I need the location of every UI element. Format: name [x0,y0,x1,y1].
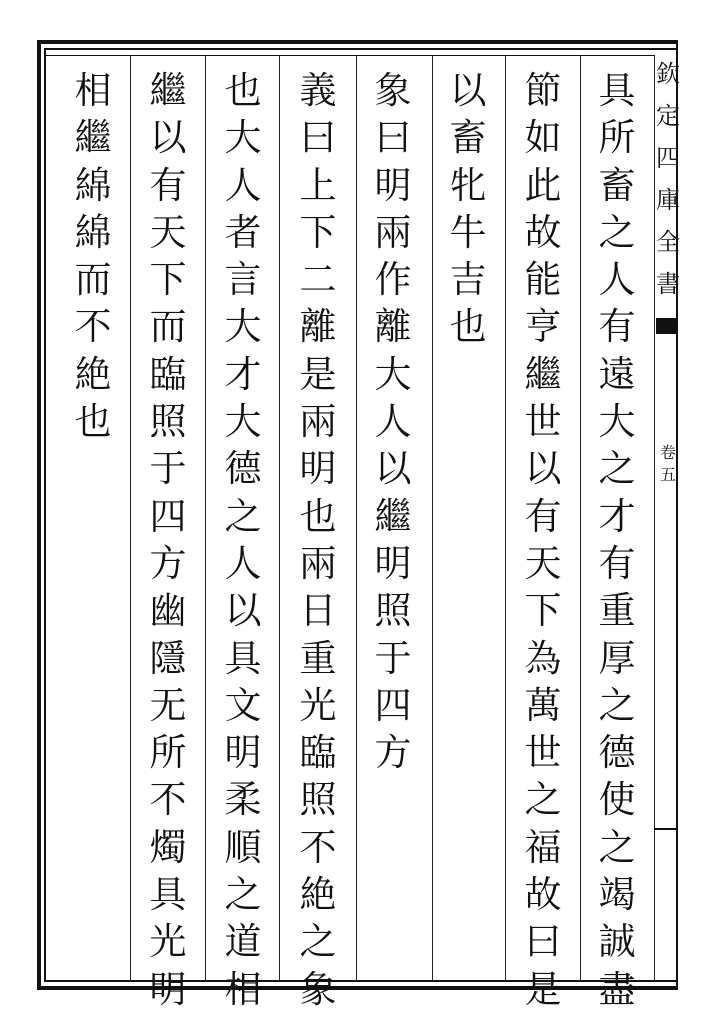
text-char: 有 [598,541,636,585]
text-char: 重 [299,636,337,680]
text-column [443,69,493,356]
text-char: 道 [224,920,262,964]
column-rule [205,55,206,980]
text-char: 以 [524,447,562,491]
text-char: 以 [449,69,487,112]
text-char: 絶 [299,873,337,917]
text-char: 繼 [374,494,412,538]
text-char: 竭 [598,873,636,917]
text-char: 曰 [299,116,337,160]
text-char: 照 [299,778,337,822]
text-char: 綿 [74,210,112,254]
text-char: 之 [224,494,262,538]
column-rule [356,55,357,980]
text-char: 絶 [74,352,112,396]
margin-rule [654,828,678,830]
text-char: 人 [224,163,262,207]
text-char: 萬 [524,683,562,727]
edition-title-char: 庫 [656,186,680,214]
text-char: 如 [524,116,562,160]
text-char: 繼 [74,116,112,160]
text-char: 相 [74,69,112,112]
column-rule [505,55,506,980]
text-char: 作 [374,258,412,302]
juan-label [657,444,679,488]
text-char: 也 [74,400,112,444]
text-char: 而 [149,305,187,349]
text-char: 明 [299,447,337,491]
text-char: 而 [74,258,112,302]
column-rule [580,55,581,980]
text-char: 遠 [598,352,636,396]
text-char: 大 [224,400,262,444]
text-char: 才 [598,494,636,538]
text-char: 所 [149,731,187,775]
juan-char: 五 [659,465,676,484]
text-char: 有 [524,494,562,538]
column-rule [130,55,131,980]
text-char: 之 [598,447,636,491]
text-char: 人 [374,400,412,444]
text-char: 燭 [149,825,187,869]
text-char: 也 [449,305,487,349]
text-char: 上 [299,163,337,207]
text-char: 四 [149,494,187,538]
text-char: 所 [598,116,636,160]
column-rule [654,55,655,980]
text-char: 明 [149,967,187,1011]
juan-char: 卷 [659,443,676,462]
text-char: 離 [299,305,337,349]
top-rule [44,55,654,56]
text-char: 德 [598,731,636,775]
text-char: 以 [224,589,262,633]
edition-title-char: 書 [656,270,680,298]
text-char: 人 [224,541,262,585]
text-char: 德 [224,447,262,491]
text-char: 日 [299,589,337,633]
text-char: 故 [524,873,562,917]
text-char: 離 [374,305,412,349]
text-char: 明 [374,541,412,585]
text-char: 曰 [374,116,412,160]
text-char: 使 [598,778,636,822]
text-column [143,69,193,1018]
text-char: 幽 [149,589,187,633]
text-char: 畜 [449,116,487,160]
text-char: 不 [299,825,337,869]
text-column [293,69,343,1018]
text-char: 故 [524,210,562,254]
text-char: 誠 [598,920,636,964]
text-char: 此 [524,163,562,207]
edition-title [656,62,680,314]
text-char: 大 [598,400,636,444]
fishtail-mark [656,318,678,334]
text-char: 福 [524,825,562,869]
text-char: 也 [224,69,262,112]
text-char: 不 [74,305,112,349]
text-char: 大 [374,352,412,396]
text-char: 節 [524,69,562,112]
edition-title-char: 四 [656,144,680,172]
text-char: 于 [374,636,412,680]
text-char: 不 [149,778,187,822]
text-char: 下 [149,258,187,302]
text-column [518,69,568,1018]
text-char: 能 [524,258,562,302]
text-column [218,69,268,1018]
text-char: 厚 [598,636,636,680]
text-char: 二 [299,258,337,302]
text-char: 四 [374,683,412,727]
text-char: 方 [149,541,187,585]
text-char: 有 [598,305,636,349]
text-char: 以 [374,447,412,491]
text-char: 亨 [524,305,562,349]
text-char: 畜 [598,163,636,207]
text-char: 是 [299,352,337,396]
text-char: 象 [299,967,337,1011]
text-char: 之 [299,920,337,964]
text-column [68,69,118,450]
text-char: 具 [598,69,636,112]
text-char: 光 [149,920,187,964]
text-char: 順 [224,825,262,869]
text-char: 為 [524,636,562,680]
text-char: 兩 [299,541,337,585]
text-char: 之 [598,683,636,727]
text-char: 具 [149,873,187,917]
text-char: 曰 [524,920,562,964]
text-char: 之 [598,210,636,254]
text-char: 无 [149,683,187,727]
text-char: 牛 [449,210,487,254]
text-char: 于 [149,447,187,491]
column-rule [432,55,433,980]
text-char: 兩 [374,210,412,254]
text-char: 者 [224,210,262,254]
text-char: 也 [299,494,337,538]
text-char: 隱 [149,636,187,680]
edition-title-char: 全 [656,228,680,256]
text-char: 牝 [449,163,487,207]
text-char: 世 [524,731,562,775]
text-char: 重 [598,589,636,633]
text-char: 明 [374,163,412,207]
text-char: 兩 [299,400,337,444]
inner-border [44,48,677,982]
text-char: 有 [149,163,187,207]
text-char: 盡 [598,967,636,1011]
text-char: 天 [524,541,562,585]
text-char: 具 [224,636,262,680]
text-char: 方 [374,731,412,775]
text-char: 之 [524,778,562,822]
text-char: 才 [224,352,262,396]
text-char: 吉 [449,258,487,302]
text-char: 人 [598,258,636,302]
text-char: 明 [224,731,262,775]
text-char: 大 [224,305,262,349]
text-char: 義 [299,69,337,112]
text-char: 繼 [149,69,187,112]
edition-title-char: 定 [656,102,680,130]
text-char: 光 [299,683,337,727]
text-char: 柔 [224,778,262,822]
column-rule [279,55,280,980]
text-char: 臨 [299,731,337,775]
text-char: 世 [524,400,562,444]
text-char: 之 [224,873,262,917]
text-column [368,69,418,781]
text-char: 相 [224,967,262,1011]
edition-title-char: 欽 [656,60,680,88]
text-char: 大 [224,116,262,160]
text-char: 言 [224,258,262,302]
text-char: 下 [299,210,337,254]
text-char: 下 [524,589,562,633]
text-char: 文 [224,683,262,727]
text-char: 之 [598,825,636,869]
text-char: 天 [149,210,187,254]
text-char: 臨 [149,352,187,396]
text-char: 照 [149,400,187,444]
text-char: 照 [374,589,412,633]
text-char: 以 [149,116,187,160]
text-char: 繼 [524,352,562,396]
text-column [592,69,642,1018]
text-char: 綿 [74,163,112,207]
text-char: 是 [524,967,562,1011]
text-char: 象 [374,69,412,112]
